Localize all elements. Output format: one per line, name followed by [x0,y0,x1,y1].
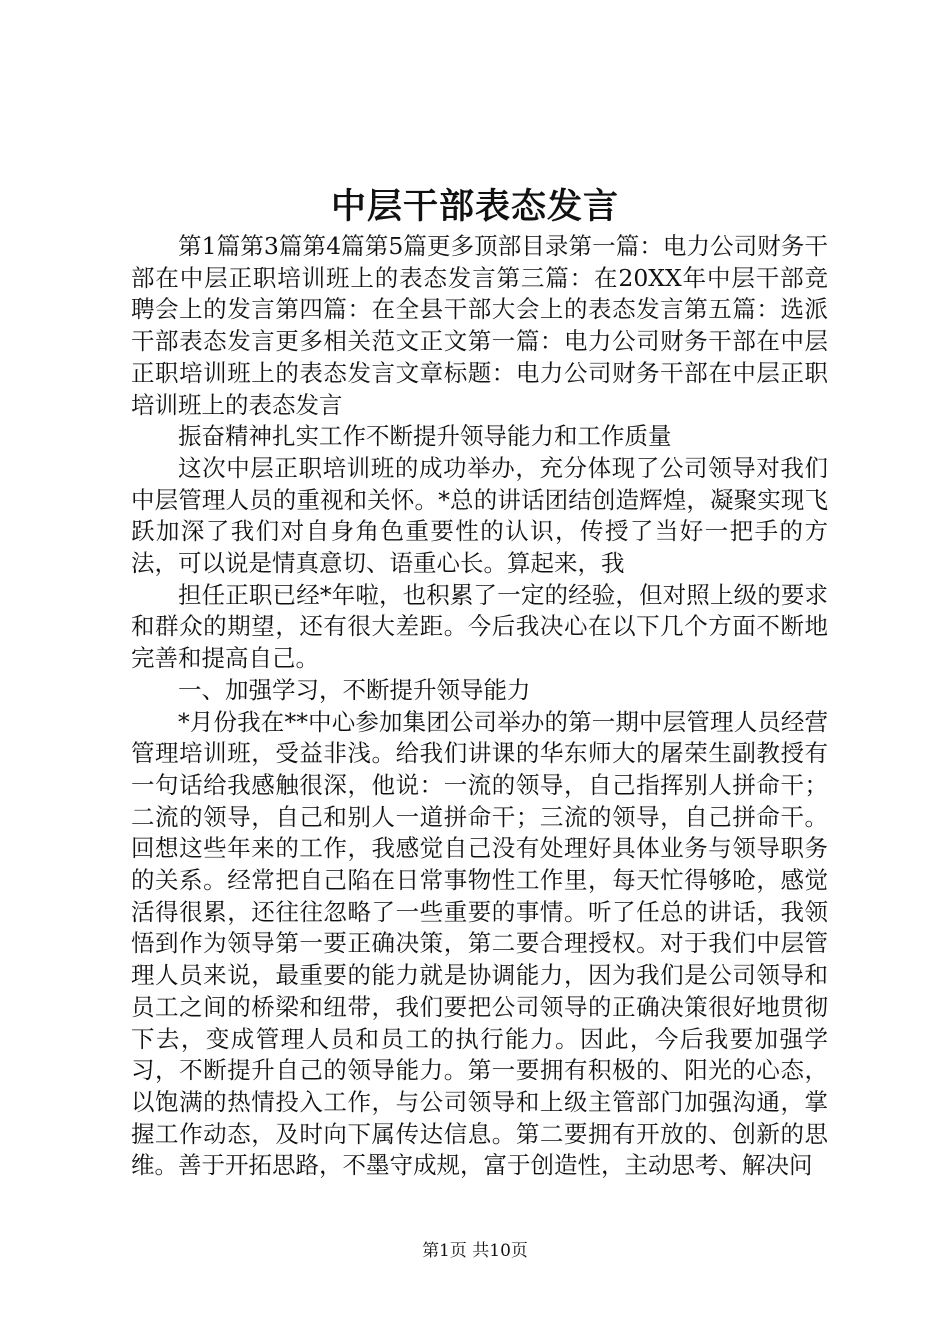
paragraph-subtitle: 振奋精神扎实工作不断提升领导能力和工作质量 [178,422,672,451]
paragraph-intro-continued: 担任正职已经*年啦，也积累了一定的经验，但对照上级的要求和群众的期望，还有很大差距。今后我决心在以下几个方面不断地完善和提高自己。 [131,580,828,673]
paragraph-intro: 这次中层正职培训班的成功举办，充分体现了公司领导对我们中层管理人员的重视和关怀。*总的讲话团结创造辉煌，凝聚实现飞跃加深了我们对自身角色重要性的认识，传授了当好一把手的方法，可以说是情真意切、语重心长。算起来，我 [131,453,828,578]
section-heading-1: 一、加强学习，不断提升领导能力 [178,675,531,704]
paragraph-table-of-contents: 第1篇第3篇第4篇第5篇更多顶部目录第一篇：电力公司财务干部在中层正职培训班上的表态发言第三篇：在20XX年中层干部竞聘会上的发言第四篇：在全县干部大会上的表态发言第五篇：选派干部表态发言更多相关范文正文第一篇：电力公司财务干部在中层正职培训班上的表态发言文章标题：电力公司财务干部在中层正职培训班上的表态发言 [131,232,828,419]
document-title: 中层干部表态发言 [330,186,619,227]
page-footer: 第1页 共10页 [422,1241,528,1261]
paragraph-section-1: *月份我在**中心参加集团公司举办的第一期中层管理人员经营管理培训班，受益非浅。给我们讲课的华东师大的屠荣生副教授有一句话给我感触很深，他说：一流的领导，自己指挥别人拼命干；二流的领导，自己和别人一道拼命干；三流的领导，自己拼命干。回想这些年来的工作，我感觉自己没有处理好具体业务与领导职务的关系。经常把自己陷在日常事物性工作里，每天忙得够呛，感觉活得很累，还往往忽略了一些重要的事情。听了任总的讲话，我领悟到作为领导第一要正确决策，第二要合理授权。对于我们中层管理人员来说，最重要的能力就是协调能力，因为我们是公司领导和员工之间的桥梁和纽带，我们要把公司领导的正确决策很好地贯彻下去，变成管理人员和员工的执行能力。因此，今后我要加强学习，不断提升自己的领导能力。第一要拥有积极的、阳光的心态，以饱满的热情投入工作，与公司领导和上级主管部门加强沟通，掌握工作动态，及时向下属传达信息。第二要拥有开放的、创新的思维。善于开拓思路，不墨守成规，富于创造性，主动思考、解决问 [131,707,828,1180]
document-body [131,231,828,1182]
